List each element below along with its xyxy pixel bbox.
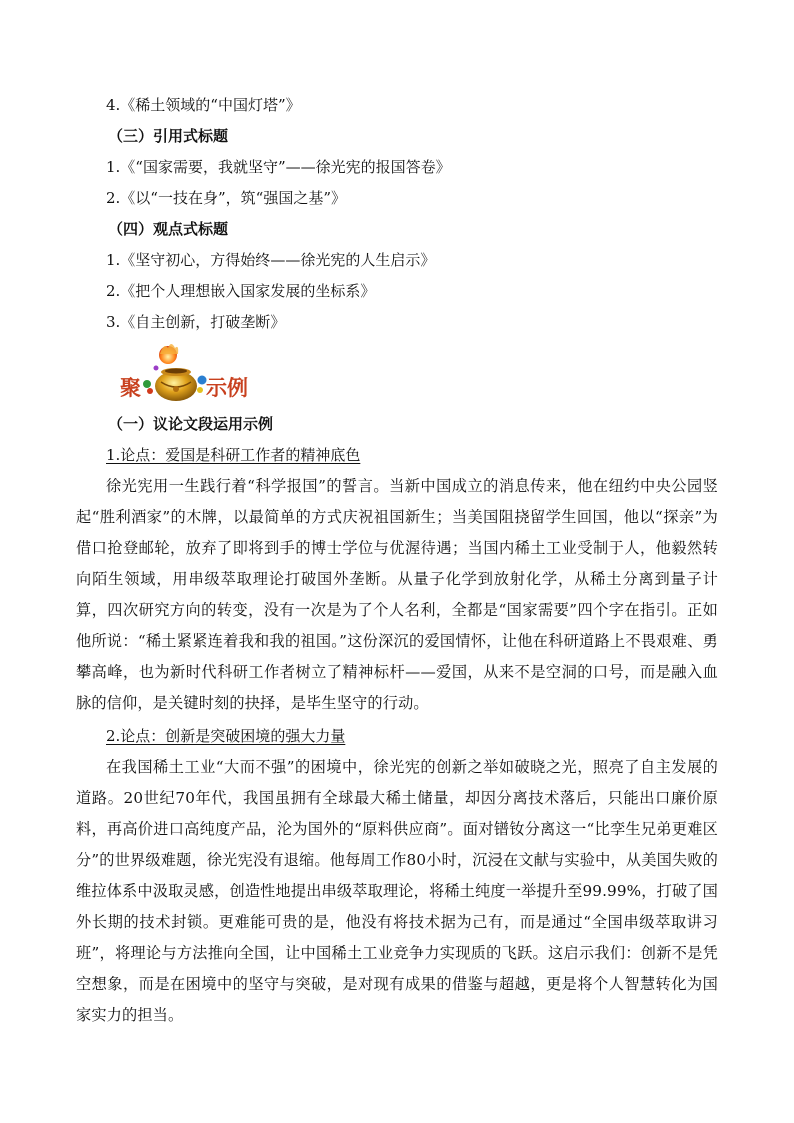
examples-heading: （一）议论文段运用示例 <box>108 415 274 433</box>
viewpoint-title-3: 3.《自主创新，打破垄断》 <box>106 313 286 331</box>
title-item-4: 4.《稀土领域的“中国灯塔”》 <box>106 96 301 114</box>
argument-paragraph-2: 在我国稀土工业“大而不强”的困境中，徐光宪的创新之举如破晓之光，照亮了自主发展的道路。20世纪70年代，我国虽拥有全球最大稀土储量，却因分离技术落后，只能出口廉价原料，再高价进口高纯度产品，沦为国外的“原料供应商”。面对镨钕分离这一“比孪生兄弟更难区分”的世界级难题，徐光宪没有退缩。他每周工作80小时，沉浸在文献与实验中，从美国失败的维拉体系中汲取灵感，创造性地提出串级萃取理论，将稀土纯度一举提升至99.99%，打破了国外长期的技术封锁。更难能可贵的是，他没有将技术据为己有，而是通过“全国串级萃取讲习班”，将理论与方法推向全国，让中国稀土工业竞争力实现质的飞跃。这启示我们：创新不是凭空想象，而是在困境中的坚守与突破，是对现有成果的借鉴与超越，更是将个人智慧转化为国家实力的担当。 <box>76 758 718 1024</box>
argument-paragraph-1: 徐光宪用一生践行着“科学报国”的誓言。当新中国成立的消息传来，他在纽约中央公园竖起“胜利酒家”的木牌，以最简单的方式庆祝祖国新生；当美国阻挠留学生回国，他以“探亲”为借口抢登邮轮，放弃了即将到手的博士学位与优渥待遇；当国内稀土工业受制于人，他毅然转向陌生领域，用串级萃取理论打破国外垄断。从量子化学到放射化学，从稀土分离到量子计算，四次研究方向的转变，没有一次是为了个人名利，全都是“国家需要”四个字在指引。正如他所说：“稀土紧紧连着我和我的祖国。”这份深沉的爱国情怀，让他在科研道路上不畏艰难、勇攀高峰，也为新时代科研工作者树立了精神标杆——爱国，从来不是空洞的口号，而是融入血脉的信仰，是关键时刻的抉择，是毕生坚守的行动。 <box>76 477 718 712</box>
viewpoint-title-2: 2.《把个人理想嵌入国家发展的坐标系》 <box>106 282 376 300</box>
argument-point-2: 2.论点：创新是突破困境的强大力量 <box>106 727 346 745</box>
argument-point-1: 1.论点：爱国是科研工作者的精神底色 <box>106 446 361 464</box>
treasure-pot-icon <box>138 344 210 406</box>
quote-title-1: 1.《“国家需要，我就坚守”——徐光宪的报国答卷》 <box>106 158 451 176</box>
section-banner-examples <box>118 344 318 406</box>
banner-char: 聚 <box>120 376 141 400</box>
section-heading-viewpoint: （四）观点式标题 <box>108 220 229 238</box>
viewpoint-title-1: 1.《坚守初心，方得始终——徐光宪的人生启示》 <box>106 251 436 269</box>
section-heading-quote: （三）引用式标题 <box>108 127 229 145</box>
quote-title-2: 2.《以“一技在身”，筑“强国之基”》 <box>106 189 346 207</box>
banner-label: 示例 <box>206 376 248 400</box>
